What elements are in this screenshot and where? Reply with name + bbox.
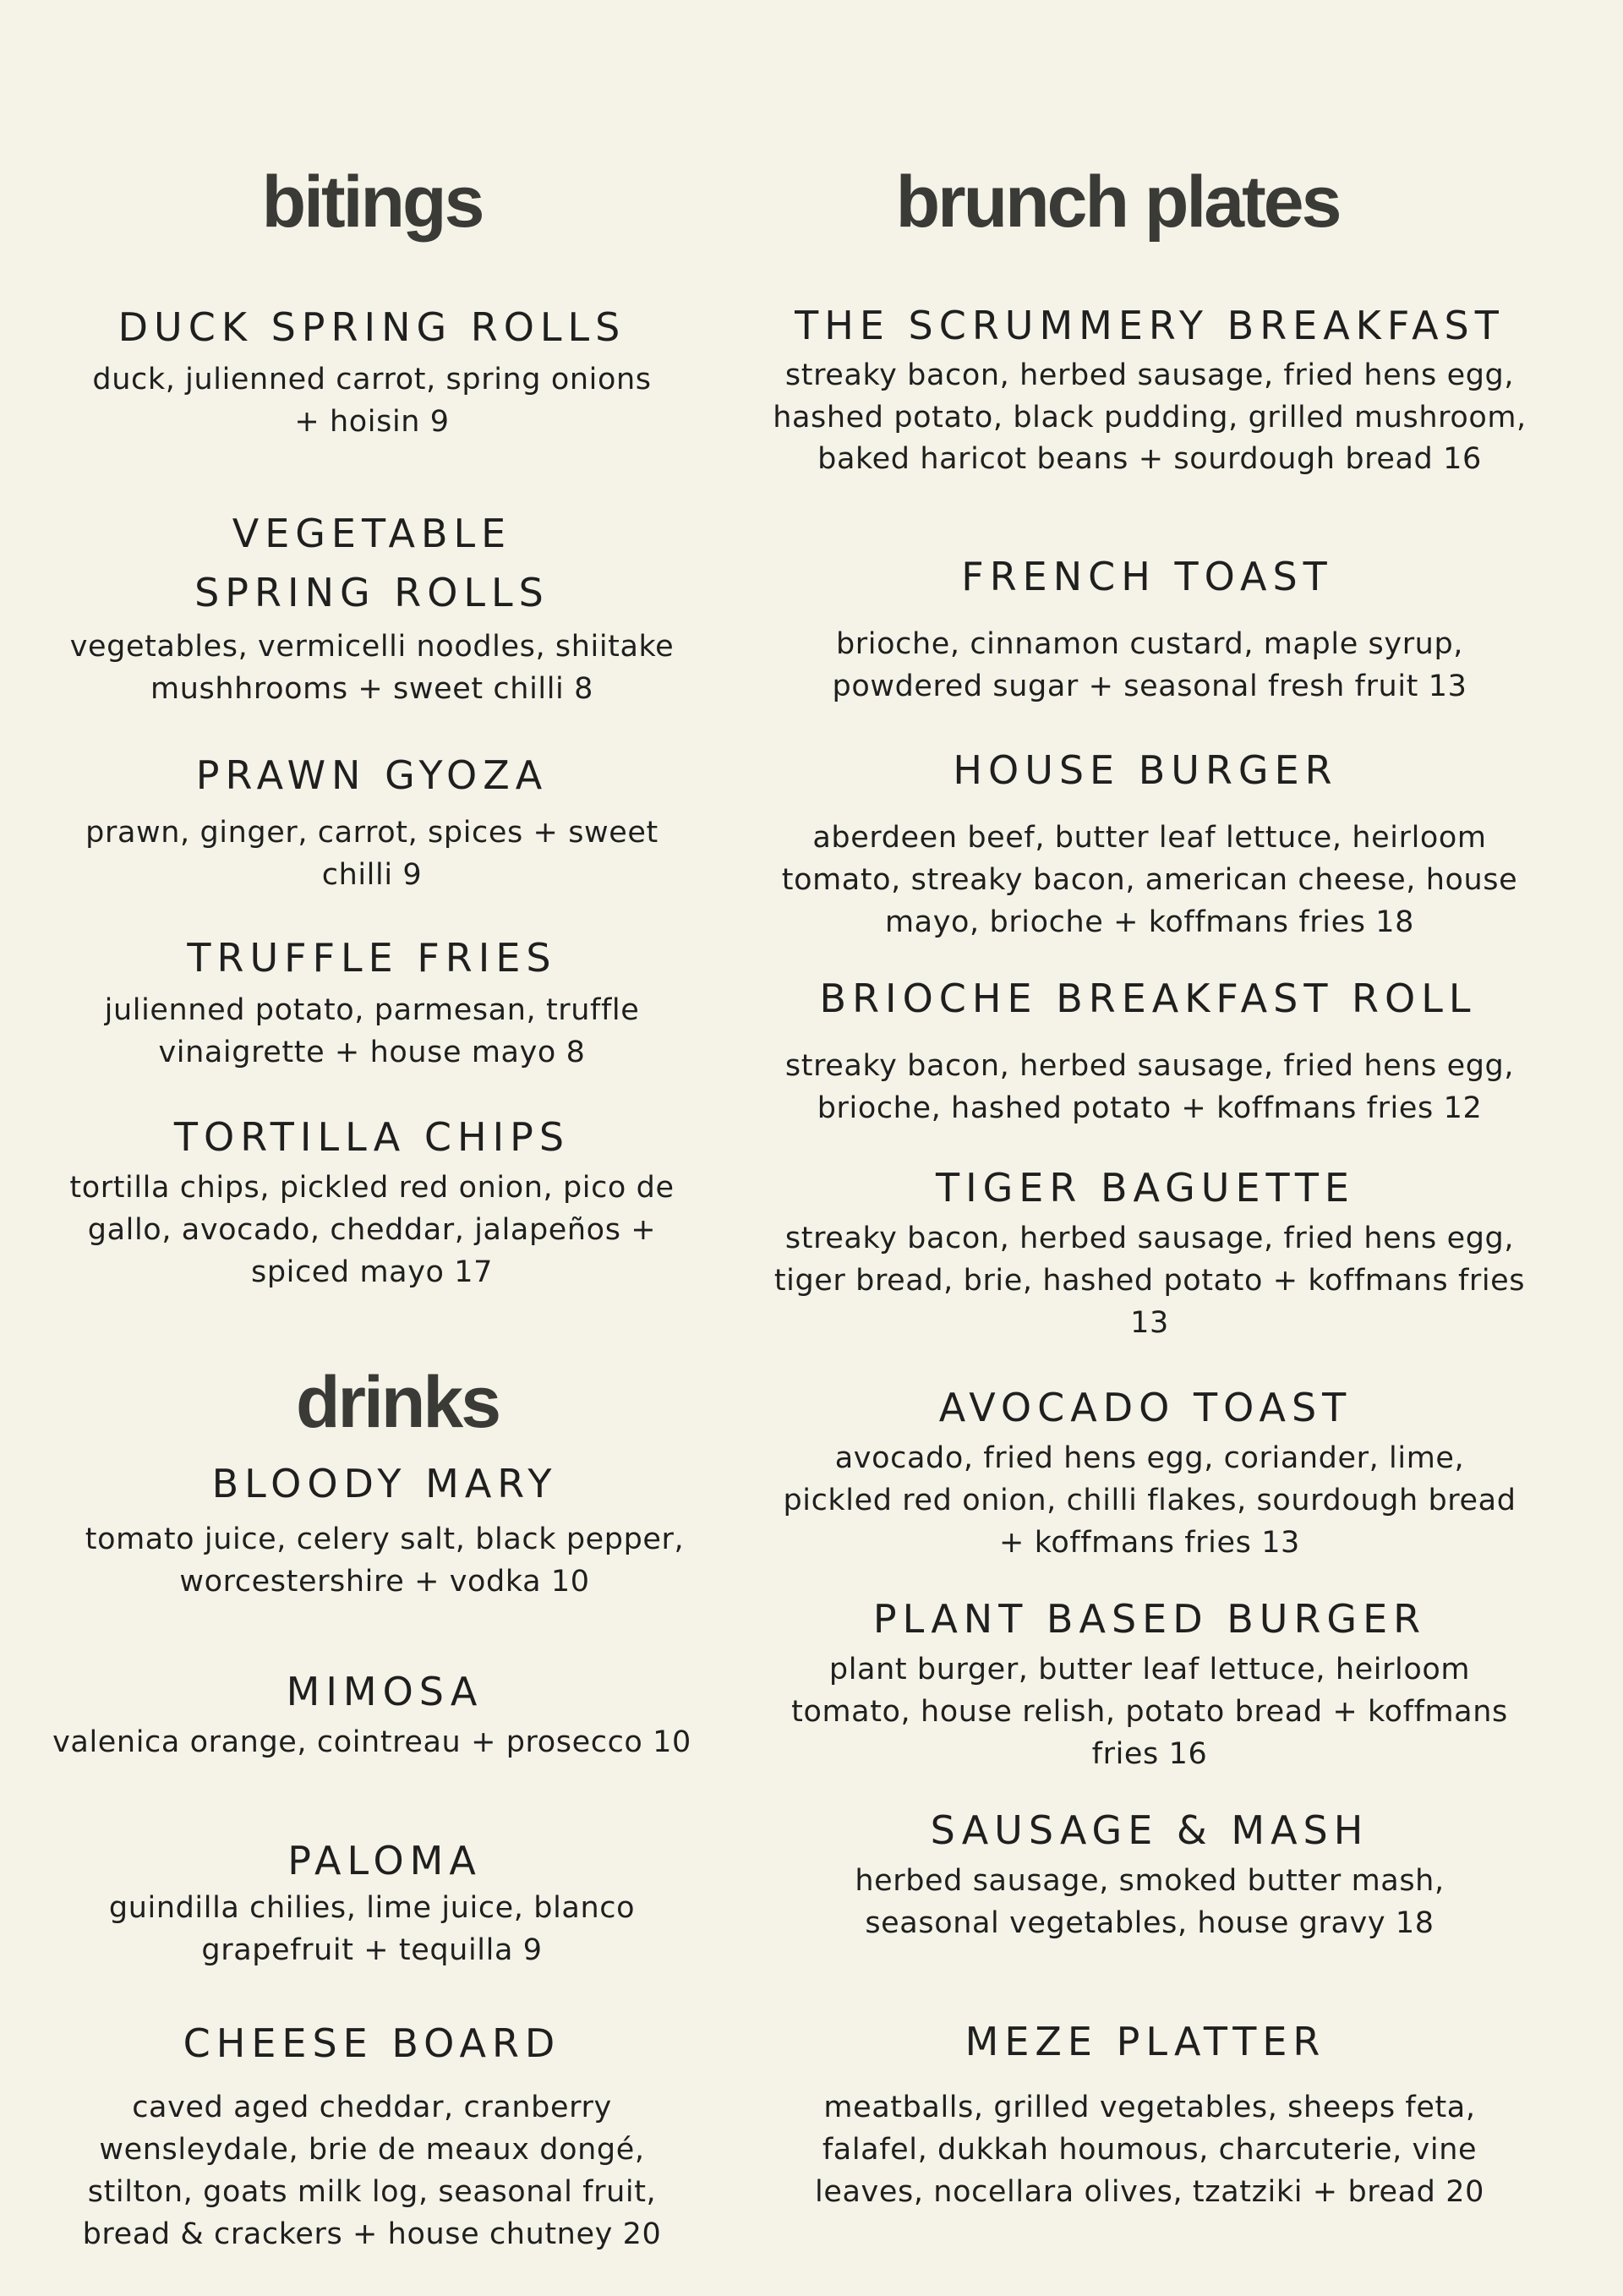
menu-item-scrummery-breakfast <box>744 296 1555 481</box>
item-description: streaky bacon, herbed sausage, fried hens egg, tiger bread, brie, hashed potato + koffmans fries 13 <box>773 1222 1526 1340</box>
item-description: avocado, fried hens egg, coriander, lime, pickled red onion, chilli flakes, sourdough bread + koffmans fries 13 <box>783 1441 1516 1560</box>
item-description: streaky bacon, herbed sausage, fried hens egg, hashed potato, black pudding, grilled mushroom, baked haricot beans + sourdough bread 16 <box>773 358 1527 476</box>
menu-item-french-toast <box>744 547 1555 708</box>
item-description: herbed sausage, smoked butter mash, seasonal vegetables, house gravy 18 <box>855 1864 1445 1940</box>
item-description: plant burger, butter leaf lettuce, heirloom tomato, house relish, potato bread + koffmans fries 16 <box>791 1653 1508 1771</box>
item-description: guindilla chilies, lime juice, blanco grapefruit + tequilla 9 <box>108 1891 636 1967</box>
item-name: BLOODY MARY <box>211 1461 558 1506</box>
item-description: duck, julienned carrot, spring onions + hoisin 9 <box>92 363 652 439</box>
left-column <box>34 0 710 2296</box>
item-name: THE SCRUMMERY BREAKFAST <box>795 303 1505 348</box>
menu-item-duck-spring-rolls <box>34 298 710 443</box>
menu-item-truffle-fries <box>34 928 710 1074</box>
item-description: caved aged cheddar, cranberry wensleydale, brie de meaux dongé, stilton, goats milk log, seasonal fruit, bread & crackers + house chutney 20 <box>82 2091 662 2251</box>
item-name: VEGETABLE SPRING ROLLS <box>194 511 549 615</box>
item-description: prawn, ginger, carrot, spices + sweet chilli 9 <box>85 816 658 892</box>
item-name: PRAWN GYOZA <box>195 752 549 798</box>
item-name: TORTILLA CHIPS <box>173 1114 571 1160</box>
item-name: CHEESE BOARD <box>183 2020 561 2066</box>
item-name: TRUFFLE FRIES <box>187 935 557 981</box>
item-description: julienned potato, parmesan, truffle vinaigrette + house mayo 8 <box>104 993 640 1069</box>
menu-item-tiger-baguette <box>744 1158 1555 1344</box>
item-description: meatballs, grilled vegetables, sheeps feta, falafel, dukkah houmous, charcuterie, vine leaves, nocellara olives, tzatziki + bread 20 <box>815 2091 1484 2209</box>
menu-item-sausage-mash <box>744 1801 1555 1944</box>
menu-item-avocado-toast <box>744 1378 1555 1564</box>
item-description: tomato juice, celery salt, black pepper, worcestershire + vodka 10 <box>85 1522 685 1599</box>
item-name: PALOMA <box>287 1838 482 1883</box>
item-name: MIMOSA <box>286 1669 484 1714</box>
item-name: MEZE PLATTER <box>965 2019 1326 2064</box>
menu-item-meze-platter <box>744 2012 1555 2213</box>
menu-item-plant-based-burger <box>744 1589 1555 1775</box>
item-description: aberdeen beef, butter leaf lettuce, heirloom tomato, streaky bacon, american cheese, house mayo, brioche + koffmans fries 18 <box>781 821 1518 939</box>
menu-item-mimosa <box>34 1662 710 1763</box>
brunch-plates-title: brunch plates <box>895 161 1340 243</box>
item-description: tortilla chips, pickled red onion, pico de gallo, avocado, cheddar, jalapeños + spiced mayo 17 <box>69 1171 675 1289</box>
right-column <box>744 0 1555 2296</box>
menu-item-paloma <box>34 1831 710 1971</box>
drinks-title: drinks <box>295 1362 500 1443</box>
item-name: BRIOCHE BREAKFAST ROLL <box>819 976 1477 1021</box>
item-name: FRENCH TOAST <box>961 554 1333 599</box>
item-description: brioche, cinnamon custard, maple syrup, powdered sugar + seasonal fresh fruit 13 <box>832 627 1467 703</box>
item-name: TIGER BAGUETTE <box>935 1165 1355 1211</box>
item-name: PLANT BASED BURGER <box>872 1596 1427 1642</box>
item-description: streaky bacon, herbed sausage, fried hens egg, brioche, hashed potato + koffmans fries 12 <box>784 1049 1515 1125</box>
item-name: DUCK SPRING ROLLS <box>117 304 626 350</box>
menu-item-bloody-mary <box>34 1454 710 1603</box>
item-name: HOUSE BURGER <box>953 747 1338 793</box>
menu-item-vegetable-spring-rolls <box>34 504 710 710</box>
menu-item-cheese-board <box>34 2014 710 2255</box>
menu-item-brioche-breakfast-roll <box>744 969 1555 1129</box>
item-name: SAUSAGE & MASH <box>930 1807 1369 1853</box>
item-description: vegetables, vermicelli noodles, shiitake mushhrooms + sweet chilli 8 <box>69 630 675 706</box>
item-name: AVOCADO TOAST <box>938 1385 1352 1430</box>
menu-item-tortilla-chips <box>34 1107 710 1293</box>
menu-item-house-burger <box>744 741 1555 943</box>
menu-item-prawn-gyoza <box>34 746 710 896</box>
bitings-title: bitings <box>261 161 483 243</box>
item-description: valenica orange, cointreau + prosecco 10 <box>52 1725 691 1759</box>
